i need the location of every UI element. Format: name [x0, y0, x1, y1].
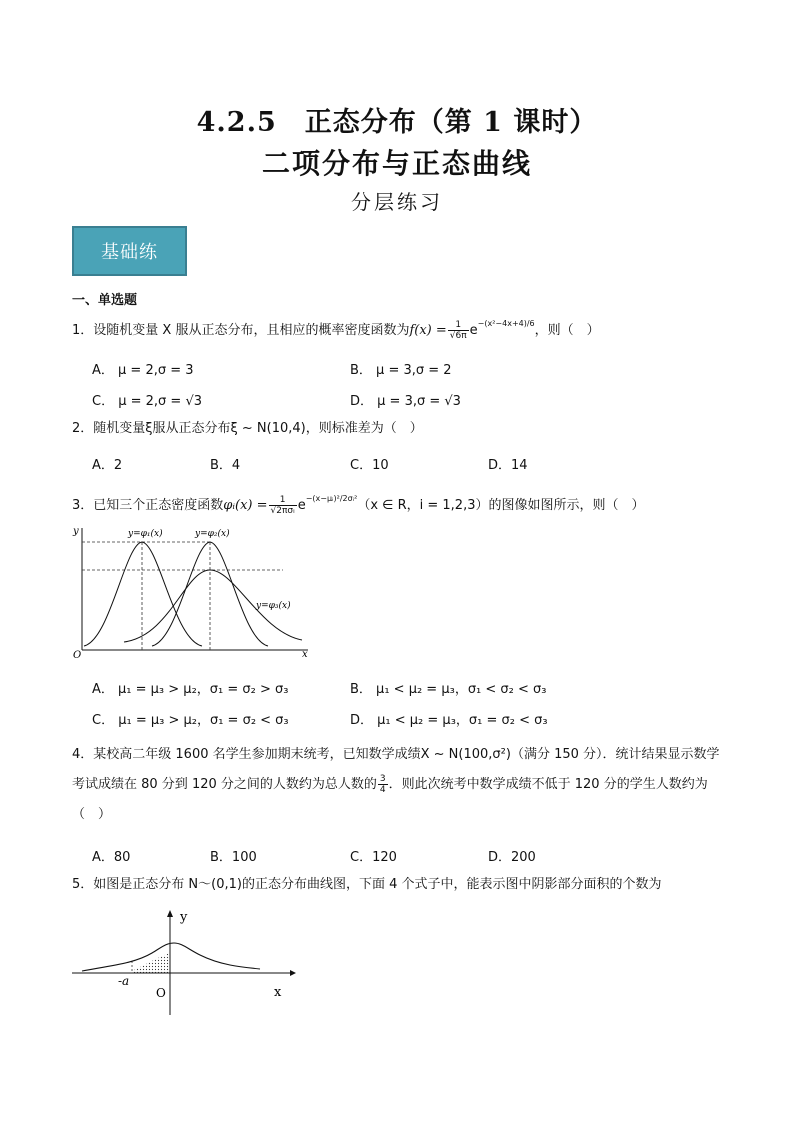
question-5: 5．如图是正态分布 N～(0,1)的正态分布曲线图，下面 4 个式子中，能表示图中阴影部分面积的个数为 — [72, 877, 662, 892]
question-1-fraction — [448, 320, 469, 341]
question-2: 2．随机变量ξ服从正态分布ξ ~ N(10,4)，则标准差为（ ） — [72, 421, 423, 436]
frac-num: 1 — [448, 320, 469, 331]
question-1-option-c[interactable]: C． μ = 2,σ = √3 — [92, 394, 202, 409]
level-badge: 基础练 — [72, 226, 187, 276]
frac-num: 3 — [379, 774, 386, 784]
question-3-option-a[interactable]: A． μ₁ = μ₃ > μ₂，σ₁ = σ₂ > σ₃ — [92, 682, 289, 697]
question-3-exponent: −(x−μᵢ)²/2σᵢ² — [305, 494, 358, 503]
minus-a-label: -a — [118, 974, 130, 988]
question-4-option-a[interactable]: A．80 — [92, 850, 131, 865]
document-title: 4.2.5 正态分布（第 1 课时） — [196, 107, 598, 138]
question-3-prefix: 3．已知三个正态密度函数 — [72, 498, 224, 513]
section-label: 一、单选题 — [72, 293, 138, 308]
question-2-option-a[interactable]: A．2 — [92, 458, 123, 473]
shaded-region — [132, 953, 170, 973]
document-section-heading: 分层练习 — [351, 190, 443, 214]
question-3-fraction — [269, 495, 297, 516]
curve-label-phi2: y=φ₂(x) — [195, 529, 230, 539]
curve-label-phi1: y=φ₁(x) — [128, 529, 163, 539]
question-1-option-d[interactable]: D． μ = 3,σ = √3 — [350, 394, 461, 409]
frac-den: √6π — [449, 331, 467, 341]
question-1-option-b[interactable]: B． μ = 3,σ = 2 — [350, 363, 452, 378]
question-3-func: φᵢ(x) = — [223, 498, 268, 513]
frac-den: √2πσᵢ — [270, 506, 295, 516]
question-4-option-b[interactable]: B．100 — [210, 850, 257, 865]
question-4-option-c[interactable]: C．120 — [350, 850, 397, 865]
question-1-prefix: 1．设随机变量 X 服从正态分布，且相应的概率密度函数为 — [72, 323, 410, 338]
document-subtitle: 二项分布与正态曲线 — [261, 147, 532, 180]
frac-num: 1 — [269, 495, 297, 506]
question-1-exp-base: e — [469, 323, 478, 338]
question-1-suffix: ，则（ ） — [534, 323, 600, 338]
question-3-option-c[interactable]: C． μ₁ = μ₃ > μ₂，σ₁ = σ₂ < σ₃ — [92, 713, 289, 728]
question-2-option-c[interactable]: C．10 — [350, 458, 389, 473]
y-axis-label: y — [180, 910, 188, 925]
y-axis-arrow — [167, 910, 173, 917]
origin-label: O — [73, 650, 82, 660]
bell-curve — [82, 943, 260, 971]
question-1 — [72, 319, 600, 341]
question-3-option-b[interactable]: B． μ₁ < μ₂ = μ₃，σ₁ < σ₂ < σ₃ — [350, 682, 547, 697]
origin-label: O — [156, 986, 166, 1000]
question-4-option-d[interactable]: D．200 — [488, 850, 536, 865]
question-5-graph — [70, 905, 300, 1025]
question-2-option-d[interactable]: D．14 — [488, 458, 528, 473]
question-3-suffix: （x ∈ R，i = 1,2,3）的图像如图所示，则（ ） — [357, 498, 645, 513]
question-2-option-b[interactable]: B．4 — [210, 458, 241, 473]
question-1-exponent: −(x²−4x+4)/6 — [477, 319, 535, 328]
frac-den: 4 — [379, 785, 386, 795]
y-axis-label: y — [73, 526, 79, 537]
question-3-graph — [70, 522, 320, 660]
curve-label-phi3: y=φ₃(x) — [256, 601, 291, 611]
x-axis-label: x — [302, 649, 308, 660]
question-3 — [72, 494, 644, 516]
x-axis-label: x — [274, 985, 282, 1000]
question-4-fraction — [378, 774, 388, 795]
question-3-exp-base: e — [297, 498, 306, 513]
question-1-func: f(x) = — [409, 323, 447, 338]
question-3-option-d[interactable]: D． μ₁ < μ₂ = μ₃，σ₁ = σ₂ < σ₃ — [350, 713, 548, 728]
x-axis-arrow — [290, 970, 296, 976]
question-4-text-1: 4．某校高二年级 1600 名学生参加期末统考，已知数学成绩X ~ N(100,σ²)（满分 150 分）．统计结果显示数学考试成绩在 80 分到 120 分之间的人数约为总人数的 — [72, 747, 720, 792]
question-4 — [72, 740, 722, 830]
question-1-option-a[interactable]: A． μ = 2,σ = 3 — [92, 363, 194, 378]
question-4-text-2: ．则此次统考中数学成绩不低于 120 分的学生人数约为（ ） — [72, 777, 708, 822]
